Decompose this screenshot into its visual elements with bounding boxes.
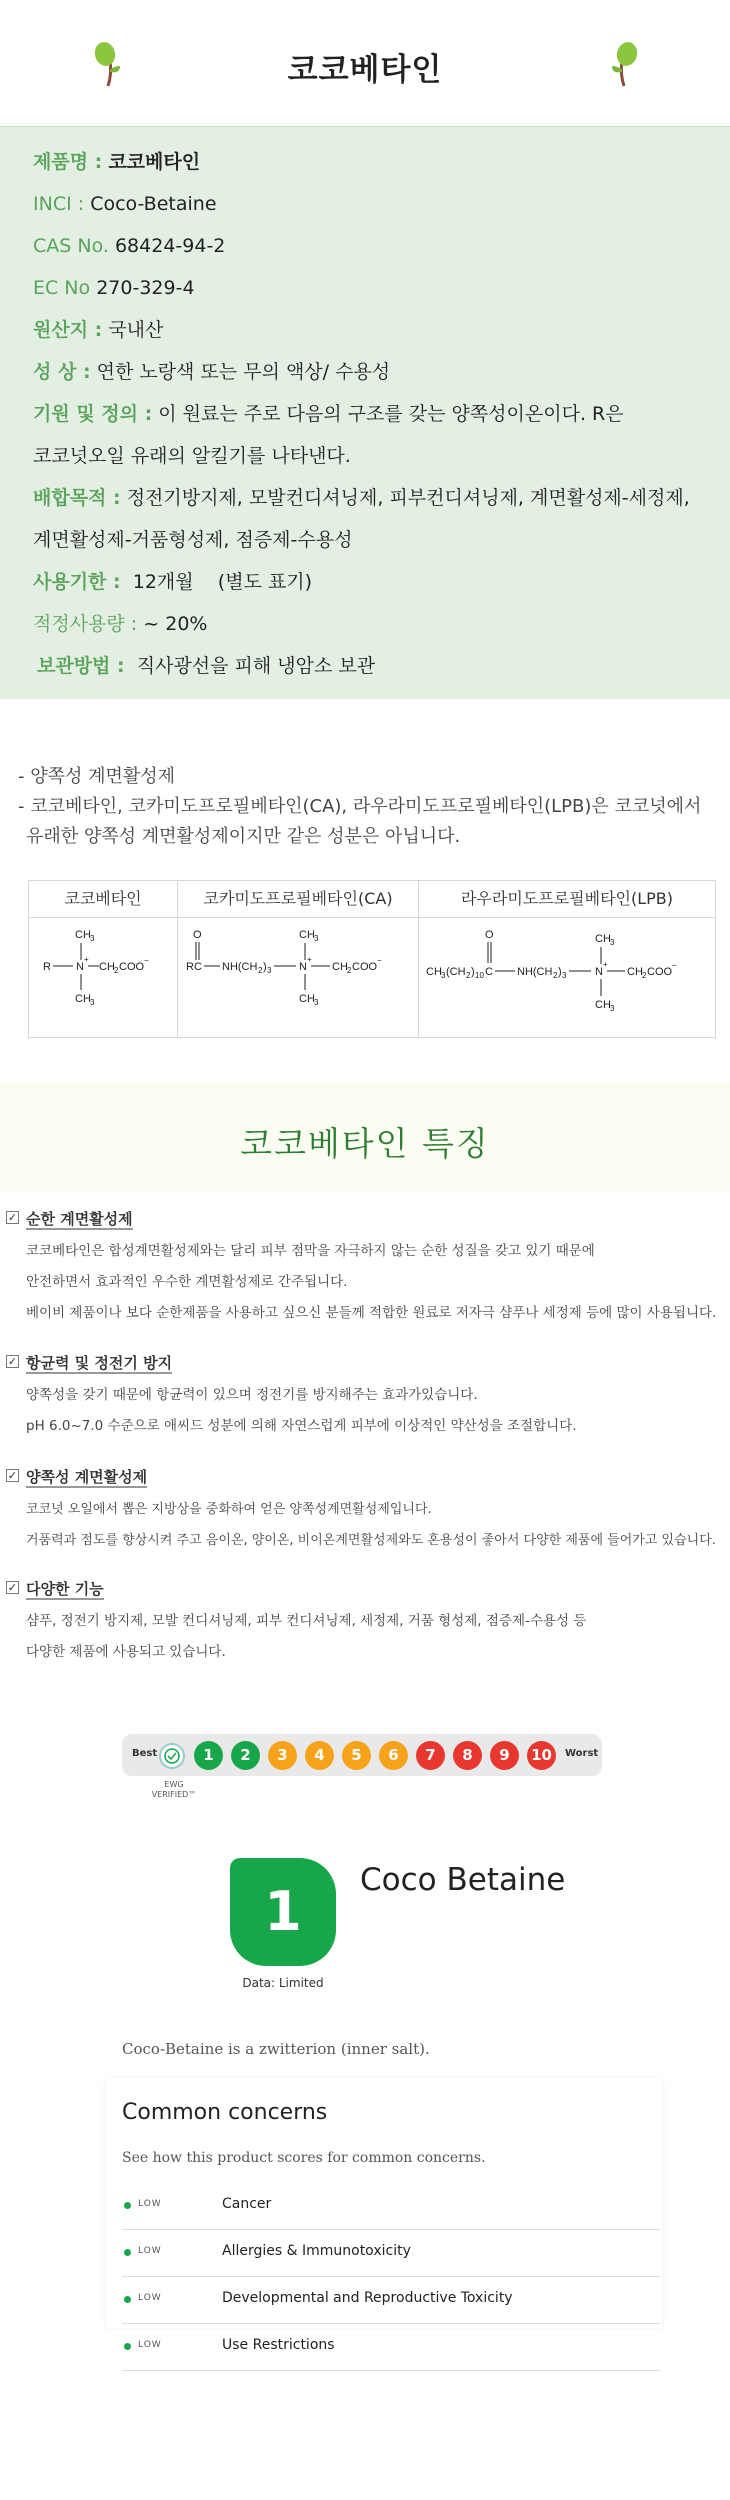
coco-betaine-structure-image [29,918,177,1036]
feature-title: 양쪽성 계면활성제 [26,1468,148,1486]
svg-text:CH: CH [299,993,315,1005]
svg-text:CH: CH [627,966,643,978]
concern-level: LOW [138,2199,162,2209]
cocamidopropyl-betaine-structure-image [178,918,418,1036]
checkbox-icon: ✓ [7,1469,18,1482]
note-line: - 양쪽성 계면활성제 [18,766,176,787]
svg-text:3: 3 [610,1004,615,1013]
lauramidopropyl-betaine-structure-image [419,918,715,1036]
notes [18,762,718,852]
svg-text:−: − [144,956,149,965]
score-dot: 10 [527,1741,556,1770]
sprout-icon [608,40,638,88]
info-name-row: 제품명 : 코코베타인 [33,151,201,173]
svg-text:3: 3 [90,998,95,1007]
info-definition-row-2: 코코넛오일 유래의 알킬기를 나타낸다. [33,445,351,467]
svg-text:2: 2 [347,966,352,975]
svg-text:CH: CH [426,966,442,978]
feature-item [6,1466,726,1556]
feature-item [6,1352,726,1442]
ingredient-name: Coco Betaine [360,1862,566,1898]
score-dot: 6 [379,1741,408,1770]
svg-text:N: N [299,961,307,973]
svg-text:C: C [485,966,493,978]
svg-text:+: + [603,960,608,969]
svg-text:CH: CH [299,929,315,941]
svg-text:2: 2 [553,971,558,980]
score-dot: 2 [231,1741,260,1770]
svg-text:3: 3 [610,938,615,947]
feature-line: 코코베타인은 합성계면활성제와는 달리 피부 점막을 자극하지 않는 순한 성질을 갖고 있기 때문에 [26,1243,595,1259]
svg-text:COO: COO [647,966,673,978]
feature-item [6,1578,726,1668]
info-period-row: 사용기한 : 12개월 (별도 표기) [33,571,313,593]
ingredient-description: Coco-Betaine is a zwitterion (inner salt). [122,2040,430,2058]
svg-text:(CH: (CH [446,966,466,978]
svg-text:RC: RC [186,961,202,973]
checkbox-icon: ✓ [7,1211,18,1224]
concern-row [122,2324,660,2371]
feature-title: 항균력 및 정전기 방지 [26,1354,173,1372]
svg-text:−: − [377,956,382,965]
score-dot: 1 [194,1741,223,1770]
concern-name: Cancer [222,2196,272,2212]
info-storage-row: 보관방법 : 직사광선을 피해 냉암소 보관 [37,655,376,677]
checkbox-icon: ✓ [7,1355,18,1368]
svg-text:+: + [84,955,89,964]
ingredient-info-panel [0,126,730,699]
features-title: 코코베타인 특징 [240,1124,490,1163]
svg-text:2: 2 [466,971,471,980]
svg-text:2: 2 [114,966,119,975]
info-inci-row: INCI : Coco-Betaine [33,193,217,215]
info-cas-row: CAS No. 68424-94-2 [33,235,226,257]
checkbox-icon: ✓ [7,1581,18,1594]
info-dosage-row: 적정사용량 : ~ 20% [33,613,208,635]
page-title: 코코베타인 [287,52,443,88]
concern-level: LOW [138,2293,162,2303]
note-line: - 코코베타인, 코카미도프로필베타인(CA), 라우라미도프로필베타인(LPB)은 코코넛에서 [18,796,702,817]
scale-best-label: Best [132,1748,158,1759]
ewg-verified-icon [158,1742,186,1770]
svg-text:CH: CH [99,961,115,973]
concern-name: Developmental and Reproductive Toxicity [222,2290,513,2306]
info-origin-row: 원산지 : 국내산 [33,319,164,341]
svg-text:CH: CH [595,999,611,1011]
feature-line: 안전하면서 효과적인 우수한 계면활성제로 간주됩니다. [26,1274,348,1290]
feature-line: 베이비 제품이나 보다 순한제품을 사용하고 싶으신 분들께 적합한 원료로 저자극 샴푸나 세정제 등에 많이 사용됩니다. [26,1305,717,1321]
structure-comparison-table [28,880,716,1038]
low-dot-icon [124,2343,131,2350]
svg-text:3: 3 [267,966,272,975]
svg-text:3: 3 [314,998,319,1007]
svg-text:O: O [485,929,494,941]
feature-item [6,1208,726,1329]
feature-line: 양쪽성을 갖기 때문에 항균력이 있으며 정전기를 방지해주는 효과가있습니다. [26,1387,478,1403]
svg-text:CH: CH [595,933,611,945]
svg-text:10: 10 [475,971,484,980]
scale-worst-label: Worst [565,1748,599,1759]
svg-text:O: O [193,929,202,941]
svg-text:3: 3 [441,971,446,980]
svg-text:COO: COO [352,961,378,973]
info-purpose-row: 배합목적 : 정전기방지제, 모발컨디셔닝제, 피부컨디셔닝제, 계면활성제-세정제, [33,487,690,509]
score-dot: 7 [416,1741,445,1770]
feature-line: 다양한 제품에 사용되고 있습니다. [26,1644,226,1660]
ewg-verified-label: EWG VERIFIED™ [151,1780,197,1799]
svg-text:CH: CH [75,993,91,1005]
ewg-score-badge: 1 [230,1858,336,1966]
svg-text:CH: CH [75,929,91,941]
table-header: 라우라미도프로필베타인(LPB) [419,881,715,918]
info-ec-row: EC No 270-329-4 [33,277,195,299]
svg-text:): ) [558,966,562,978]
score-dot: 8 [453,1741,482,1770]
score-dot: 4 [305,1741,334,1770]
svg-text:2: 2 [258,966,263,975]
concern-row [122,2277,660,2324]
low-dot-icon [124,2296,131,2303]
feature-title: 다양한 기능 [26,1580,104,1598]
ewg-score-scale [122,1734,602,1776]
info-appearance-row: 성 상 : 연한 노랑색 또는 무의 액상/ 수용성 [33,361,391,383]
concern-name: Allergies & Immunotoxicity [222,2243,411,2259]
concern-row [122,2183,660,2230]
concern-level: LOW [138,2246,162,2256]
svg-text:−: − [672,961,677,970]
feature-line: pH 6.0~7.0 수준으로 애씨드 성분에 의해 자연스럽게 피부에 이상적인 약산성을 조절합니다. [26,1418,577,1434]
svg-text:3: 3 [90,934,95,943]
svg-text:CH: CH [332,961,348,973]
info-purpose-row-2: 계면활성제-거품형성제, 점증제-수용성 [33,529,353,551]
feature-line: 거품력과 점도를 향상시켜 주고 음이온, 양이온, 비이온계면활성제와도 혼용성이 좋아서 다양한 제품에 들어가고 있습니다. [26,1533,716,1548]
concerns-title: Common concerns [122,2100,328,2125]
svg-text:+: + [307,955,312,964]
page-header [0,0,730,126]
svg-text:N: N [595,966,603,978]
table-header: 코코베타인 [29,881,177,918]
svg-text:3: 3 [562,971,567,980]
concern-name: Use Restrictions [222,2337,335,2353]
info-definition-row: 기원 및 정의 : 이 원료는 주로 다음의 구조를 갖는 양쪽성이온이다. R은 [33,403,624,425]
concern-row [122,2230,660,2277]
svg-text:COO: COO [119,961,145,973]
table-header: 코카미도프로필베타인(CA) [178,881,418,918]
low-dot-icon [124,2249,131,2256]
score-dot: 9 [490,1741,519,1770]
concern-level: LOW [138,2340,162,2350]
svg-text:N: N [76,961,84,973]
svg-text:2: 2 [642,971,647,980]
low-dot-icon [124,2202,131,2209]
feature-line: 샴푸, 정전기 방지제, 모발 컨디셔닝제, 피부 컨디셔닝제, 세정제, 거품 형성제, 점증제-수용성 등 [26,1613,587,1629]
svg-text:NH(CH: NH(CH [222,961,258,973]
svg-text:NH(CH: NH(CH [517,966,553,978]
svg-text:R: R [43,961,51,973]
svg-text:): ) [471,966,475,978]
score-dot: 3 [268,1741,297,1770]
svg-text:): ) [263,961,267,973]
feature-title: 순한 계면활성제 [26,1210,133,1228]
feature-line: 코코넛 오일에서 뽑은 지방상을 중화하여 얻은 양쪽성계면활성제입니다. [26,1502,432,1517]
score-dot: 5 [342,1741,371,1770]
note-line: 유래한 양쪽성 계면활성제이지만 같은 성분은 아닙니다. [26,826,461,847]
svg-text:3: 3 [314,934,319,943]
data-availability: Data: Limited [242,1976,324,1990]
concerns-subtitle: See how this product scores for common concerns. [122,2150,486,2166]
